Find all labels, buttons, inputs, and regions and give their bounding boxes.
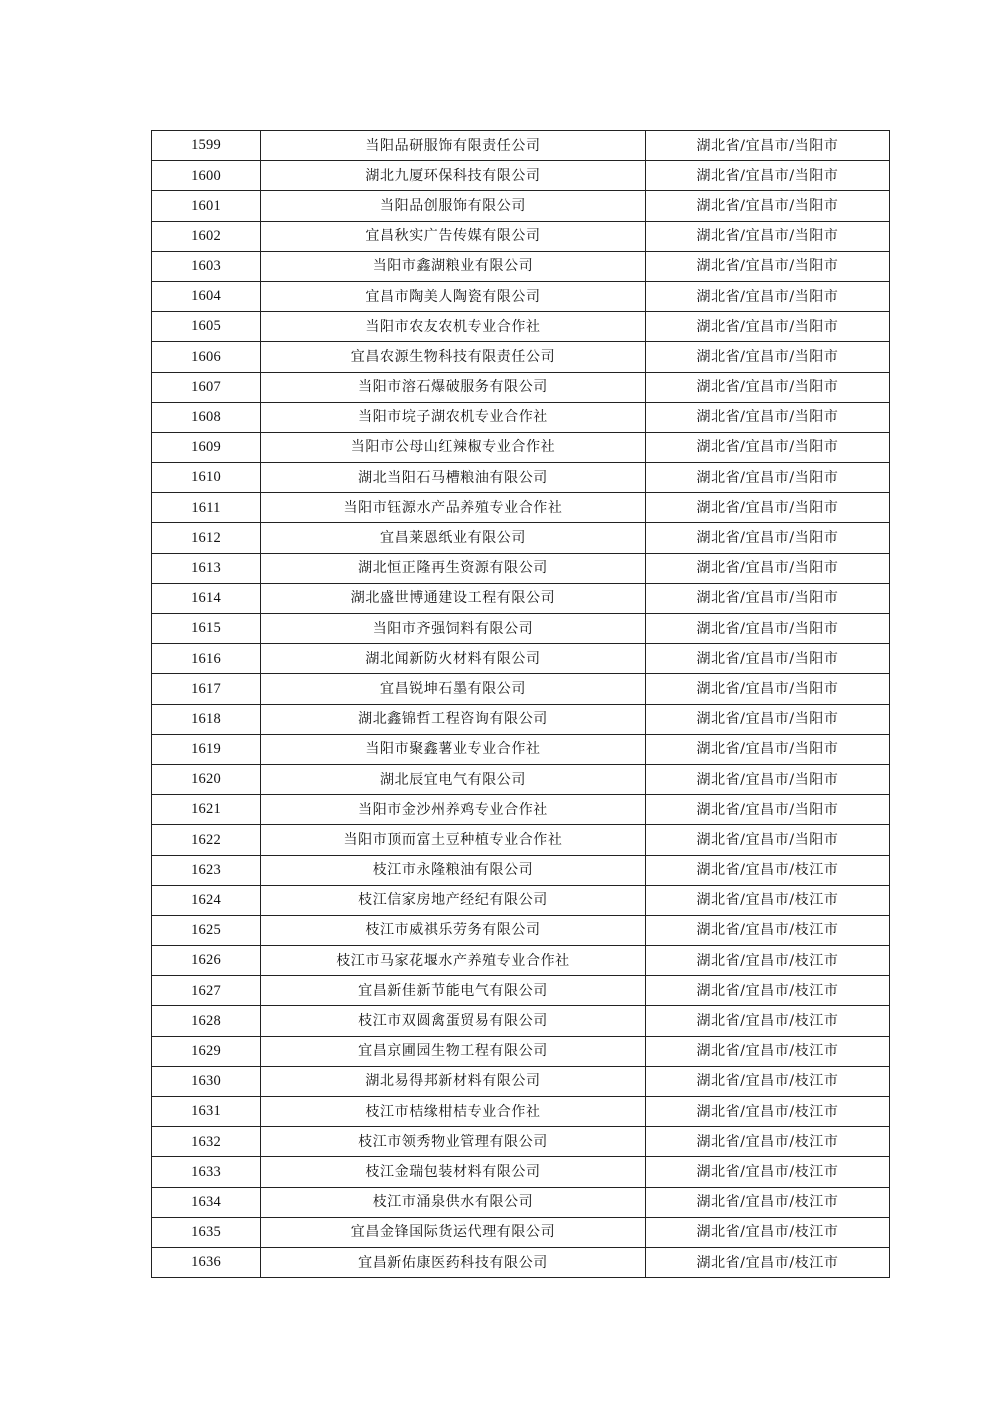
table-row [152,1036,890,1066]
company-name: 湖北恒正隆再生资源有限公司 [261,553,646,583]
row-number: 1617 [152,674,261,704]
company-name: 枝江信家房地产经纪有限公司 [261,885,646,915]
company-name: 枝江市涌泉供水有限公司 [261,1187,646,1217]
region: 湖北省/宜昌市/当阳市 [646,372,890,402]
row-number: 1624 [152,885,261,915]
table-row [152,432,890,462]
company-name: 湖北鑫锦哲工程咨询有限公司 [261,704,646,734]
row-number: 1613 [152,553,261,583]
region: 湖北省/宜昌市/枝江市 [646,885,890,915]
company-name: 湖北当阳石马槽粮油有限公司 [261,463,646,493]
table-row [152,191,890,221]
table-row [152,764,890,794]
company-name: 枝江市永隆粮油有限公司 [261,855,646,885]
row-number: 1607 [152,372,261,402]
company-name: 当阳市聚鑫薯业专业合作社 [261,734,646,764]
table-row [152,281,890,311]
table-row [152,1247,890,1277]
company-name: 湖北盛世博通建设工程有限公司 [261,583,646,613]
region: 湖北省/宜昌市/当阳市 [646,734,890,764]
table-row [152,976,890,1006]
row-number: 1627 [152,976,261,1006]
company-name: 宜昌秋实广告传媒有限公司 [261,221,646,251]
table-row [152,915,890,945]
company-name: 当阳市顶而富土豆种植专业合作社 [261,825,646,855]
row-number: 1625 [152,915,261,945]
region: 湖北省/宜昌市/枝江市 [646,1217,890,1247]
region: 湖北省/宜昌市/枝江市 [646,1097,890,1127]
table-row [152,553,890,583]
region: 湖北省/宜昌市/当阳市 [646,674,890,704]
region: 湖北省/宜昌市/枝江市 [646,1127,890,1157]
row-number: 1608 [152,402,261,432]
row-number: 1629 [152,1036,261,1066]
company-name: 当阳市钰源水产品养殖专业合作社 [261,493,646,523]
region: 湖北省/宜昌市/当阳市 [646,553,890,583]
table-row [152,161,890,191]
row-number: 1634 [152,1187,261,1217]
table-row [152,1187,890,1217]
company-name: 枝江市领秀物业管理有限公司 [261,1127,646,1157]
company-name: 宜昌京圃园生物工程有限公司 [261,1036,646,1066]
company-name: 当阳市农友农机专业合作社 [261,312,646,342]
table-row [152,1217,890,1247]
row-number: 1635 [152,1217,261,1247]
table-row [152,131,890,161]
company-name: 枝江市威祺乐劳务有限公司 [261,915,646,945]
table-row [152,372,890,402]
row-number: 1603 [152,251,261,281]
table-row [152,402,890,432]
company-name: 当阳市溶石爆破服务有限公司 [261,372,646,402]
table-body [152,131,890,1278]
table-row [152,825,890,855]
company-name: 枝江金瑞包装材料有限公司 [261,1157,646,1187]
company-name: 当阳市金沙州养鸡专业合作社 [261,795,646,825]
row-number: 1631 [152,1097,261,1127]
region: 湖北省/宜昌市/当阳市 [646,523,890,553]
table-row [152,1157,890,1187]
region: 湖北省/宜昌市/当阳市 [646,312,890,342]
table-row [152,734,890,764]
region: 湖北省/宜昌市/枝江市 [646,1247,890,1277]
region: 湖北省/宜昌市/枝江市 [646,1187,890,1217]
table-row [152,493,890,523]
table-row [152,1097,890,1127]
row-number: 1612 [152,523,261,553]
company-name: 当阳品研服饰有限责任公司 [261,131,646,161]
region: 湖北省/宜昌市/当阳市 [646,402,890,432]
row-number: 1615 [152,614,261,644]
row-number: 1621 [152,795,261,825]
region: 湖北省/宜昌市/当阳市 [646,795,890,825]
row-number: 1623 [152,855,261,885]
region: 湖北省/宜昌市/当阳市 [646,704,890,734]
row-number: 1626 [152,946,261,976]
table-row [152,583,890,613]
row-number: 1605 [152,312,261,342]
row-number: 1611 [152,493,261,523]
region: 湖北省/宜昌市/当阳市 [646,251,890,281]
company-name: 宜昌农源生物科技有限责任公司 [261,342,646,372]
table-row [152,221,890,251]
row-number: 1622 [152,825,261,855]
company-name: 湖北辰宜电气有限公司 [261,764,646,794]
row-number: 1609 [152,432,261,462]
row-number: 1628 [152,1006,261,1036]
region: 湖北省/宜昌市/当阳市 [646,644,890,674]
table-row [152,644,890,674]
row-number: 1632 [152,1127,261,1157]
table-row [152,1066,890,1096]
table-row [152,946,890,976]
region: 湖北省/宜昌市/当阳市 [646,131,890,161]
row-number: 1604 [152,281,261,311]
row-number: 1616 [152,644,261,674]
table-row [152,342,890,372]
region: 湖北省/宜昌市/当阳市 [646,825,890,855]
table-row [152,704,890,734]
row-number: 1602 [152,221,261,251]
region: 湖北省/宜昌市/枝江市 [646,1036,890,1066]
company-name: 枝江市马家花堰水产养殖专业合作社 [261,946,646,976]
region: 湖北省/宜昌市/当阳市 [646,432,890,462]
table-row [152,463,890,493]
table-row [152,1006,890,1036]
company-name: 当阳市鑫湖粮业有限公司 [261,251,646,281]
row-number: 1630 [152,1066,261,1096]
company-name: 湖北九厦环保科技有限公司 [261,161,646,191]
company-name: 宜昌锐坤石墨有限公司 [261,674,646,704]
region: 湖北省/宜昌市/枝江市 [646,915,890,945]
region: 湖北省/宜昌市/枝江市 [646,855,890,885]
region: 湖北省/宜昌市/当阳市 [646,614,890,644]
table-row [152,795,890,825]
company-name: 宜昌金锋国际货运代理有限公司 [261,1217,646,1247]
company-name: 湖北闻新防火材料有限公司 [261,644,646,674]
region: 湖北省/宜昌市/当阳市 [646,463,890,493]
row-number: 1606 [152,342,261,372]
region: 湖北省/宜昌市/枝江市 [646,946,890,976]
region: 湖北省/宜昌市/当阳市 [646,161,890,191]
company-name: 宜昌新佑康医药科技有限公司 [261,1247,646,1277]
region: 湖北省/宜昌市/枝江市 [646,1157,890,1187]
row-number: 1600 [152,161,261,191]
row-number: 1601 [152,191,261,221]
row-number: 1636 [152,1247,261,1277]
company-name: 当阳品创服饰有限公司 [261,191,646,221]
row-number: 1610 [152,463,261,493]
region: 湖北省/宜昌市/当阳市 [646,281,890,311]
table-row [152,1127,890,1157]
row-number: 1599 [152,131,261,161]
table-row [152,312,890,342]
region: 湖北省/宜昌市/枝江市 [646,1006,890,1036]
region: 湖北省/宜昌市/当阳市 [646,342,890,372]
company-name: 宜昌市陶美人陶瓷有限公司 [261,281,646,311]
company-name: 当阳市公母山红辣椒专业合作社 [261,432,646,462]
company-name: 枝江市双圆禽蛋贸易有限公司 [261,1006,646,1036]
company-name: 宜昌新佳新节能电气有限公司 [261,976,646,1006]
region: 湖北省/宜昌市/当阳市 [646,764,890,794]
region: 湖北省/宜昌市/当阳市 [646,583,890,613]
row-number: 1619 [152,734,261,764]
region: 湖北省/宜昌市/枝江市 [646,1066,890,1096]
row-number: 1614 [152,583,261,613]
table-row [152,614,890,644]
table-row [152,523,890,553]
region: 湖北省/宜昌市/当阳市 [646,191,890,221]
row-number: 1633 [152,1157,261,1187]
company-table [151,130,890,1278]
region: 湖北省/宜昌市/枝江市 [646,976,890,1006]
company-name: 当阳市垸子湖农机专业合作社 [261,402,646,432]
table-row [152,251,890,281]
company-name: 宜昌莱恩纸业有限公司 [261,523,646,553]
table-row [152,674,890,704]
row-number: 1618 [152,704,261,734]
row-number: 1620 [152,764,261,794]
table-row [152,885,890,915]
company-name: 湖北易得邦新材料有限公司 [261,1066,646,1096]
table-row [152,855,890,885]
company-name: 当阳市齐强饲料有限公司 [261,614,646,644]
region: 湖北省/宜昌市/当阳市 [646,493,890,523]
region: 湖北省/宜昌市/当阳市 [646,221,890,251]
company-name: 枝江市桔缘柑桔专业合作社 [261,1097,646,1127]
